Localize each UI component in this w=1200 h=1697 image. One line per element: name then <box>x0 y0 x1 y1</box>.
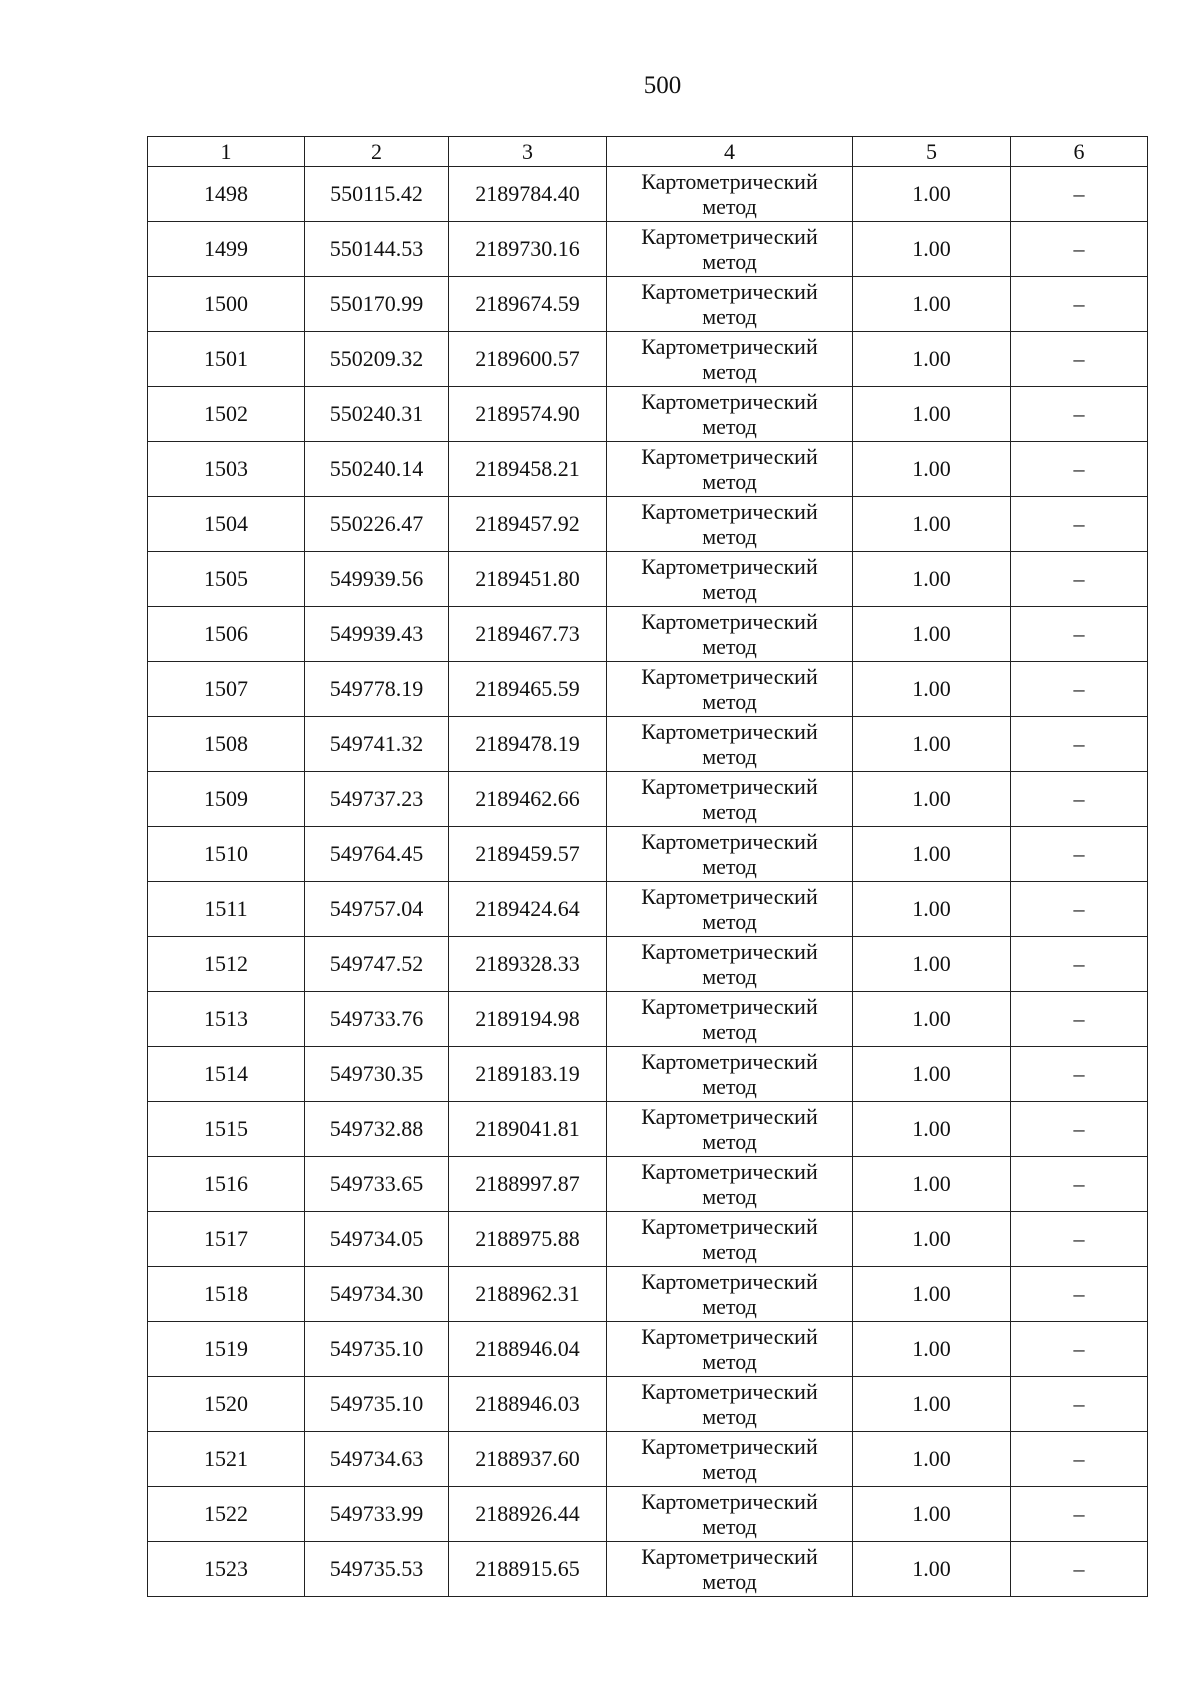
table-row <box>148 1432 1148 1487</box>
y-coordinate-cell: 2188946.04 <box>449 1322 607 1377</box>
method-line-2: метод <box>702 1129 757 1154</box>
point-number-cell: 1516 <box>148 1157 305 1212</box>
x-coordinate-cell: 549757.04 <box>305 882 449 937</box>
table-body <box>148 167 1148 1597</box>
x-coordinate-cell: 549735.10 <box>305 1322 449 1377</box>
point-number-cell: 1514 <box>148 1047 305 1102</box>
x-coordinate-cell: 550240.31 <box>305 387 449 442</box>
method-line-2: метод <box>702 689 757 714</box>
method-line-2: метод <box>702 304 757 329</box>
point-number-cell: 1507 <box>148 662 305 717</box>
method-cell <box>607 332 853 387</box>
method-cell <box>607 442 853 497</box>
point-number-cell: 1520 <box>148 1377 305 1432</box>
method-line-2: метод <box>702 249 757 274</box>
method-cell <box>607 277 853 332</box>
accuracy-cell: 1.00 <box>853 1487 1011 1542</box>
x-coordinate-cell: 550226.47 <box>305 497 449 552</box>
y-coordinate-cell: 2189457.92 <box>449 497 607 552</box>
point-number-cell: 1518 <box>148 1267 305 1322</box>
method-cell <box>607 1212 853 1267</box>
x-coordinate-cell: 549747.52 <box>305 937 449 992</box>
table-row <box>148 387 1148 442</box>
y-coordinate-cell: 2189041.81 <box>449 1102 607 1157</box>
point-number-cell: 1503 <box>148 442 305 497</box>
point-number-cell: 1500 <box>148 277 305 332</box>
table-row <box>148 717 1148 772</box>
method-line-1: Картометрический <box>641 389 818 414</box>
point-number-cell: 1519 <box>148 1322 305 1377</box>
accuracy-cell: 1.00 <box>853 497 1011 552</box>
x-coordinate-cell: 550115.42 <box>305 167 449 222</box>
table-row <box>148 497 1148 552</box>
method-cell <box>607 552 853 607</box>
x-coordinate-cell: 549737.23 <box>305 772 449 827</box>
x-coordinate-cell: 550240.14 <box>305 442 449 497</box>
page-number: 500 <box>643 72 682 99</box>
x-coordinate-cell: 549734.63 <box>305 1432 449 1487</box>
x-coordinate-cell: 549732.88 <box>305 1102 449 1157</box>
method-line-2: метод <box>702 634 757 659</box>
note-cell: – <box>1011 1432 1148 1487</box>
y-coordinate-cell: 2189467.73 <box>449 607 607 662</box>
y-coordinate-cell: 2189784.40 <box>449 167 607 222</box>
point-number-cell: 1498 <box>148 167 305 222</box>
table-row <box>148 662 1148 717</box>
note-cell: – <box>1011 387 1148 442</box>
y-coordinate-cell: 2188926.44 <box>449 1487 607 1542</box>
method-line-1: Картометрический <box>641 884 818 909</box>
note-cell: – <box>1011 1047 1148 1102</box>
method-line-1: Картометрический <box>641 1214 818 1239</box>
method-cell <box>607 662 853 717</box>
note-cell: – <box>1011 992 1148 1047</box>
accuracy-cell: 1.00 <box>853 1102 1011 1157</box>
accuracy-cell: 1.00 <box>853 222 1011 277</box>
coordinates-table <box>147 136 1148 1597</box>
table-row <box>148 1322 1148 1377</box>
method-line-1: Картометрический <box>641 1379 818 1404</box>
method-line-2: метод <box>702 524 757 549</box>
point-number-cell: 1510 <box>148 827 305 882</box>
method-line-1: Картометрический <box>641 224 818 249</box>
method-line-1: Картометрический <box>641 1049 818 1074</box>
method-line-2: метод <box>702 1019 757 1044</box>
point-number-cell: 1504 <box>148 497 305 552</box>
method-line-2: метод <box>702 469 757 494</box>
method-line-2: метод <box>702 1349 757 1374</box>
accuracy-cell: 1.00 <box>853 717 1011 772</box>
method-cell <box>607 1377 853 1432</box>
method-line-1: Картометрический <box>641 609 818 634</box>
x-coordinate-cell: 549735.10 <box>305 1377 449 1432</box>
accuracy-cell: 1.00 <box>853 167 1011 222</box>
method-line-1: Картометрический <box>641 334 818 359</box>
table-row <box>148 882 1148 937</box>
x-coordinate-cell: 549735.53 <box>305 1542 449 1597</box>
method-line-2: метод <box>702 854 757 879</box>
table-row <box>148 1212 1148 1267</box>
method-line-1: Картометрический <box>641 939 818 964</box>
accuracy-cell: 1.00 <box>853 937 1011 992</box>
note-cell: – <box>1011 882 1148 937</box>
accuracy-cell: 1.00 <box>853 1157 1011 1212</box>
method-cell <box>607 937 853 992</box>
note-cell: – <box>1011 1102 1148 1157</box>
table-row <box>148 1157 1148 1212</box>
method-line-2: метод <box>702 1459 757 1484</box>
method-cell <box>607 1267 853 1322</box>
accuracy-cell: 1.00 <box>853 442 1011 497</box>
x-coordinate-cell: 550209.32 <box>305 332 449 387</box>
accuracy-cell: 1.00 <box>853 1212 1011 1267</box>
accuracy-cell: 1.00 <box>853 1267 1011 1322</box>
accuracy-cell: 1.00 <box>853 772 1011 827</box>
accuracy-cell: 1.00 <box>853 552 1011 607</box>
y-coordinate-cell: 2189465.59 <box>449 662 607 717</box>
note-cell: – <box>1011 772 1148 827</box>
method-cell <box>607 1487 853 1542</box>
y-coordinate-cell: 2188937.60 <box>449 1432 607 1487</box>
method-line-2: метод <box>702 194 757 219</box>
note-cell: – <box>1011 497 1148 552</box>
method-line-2: метод <box>702 359 757 384</box>
note-cell: – <box>1011 827 1148 882</box>
y-coordinate-cell: 2189478.19 <box>449 717 607 772</box>
table-row <box>148 1102 1148 1157</box>
y-coordinate-cell: 2189730.16 <box>449 222 607 277</box>
table-row <box>148 1377 1148 1432</box>
point-number-cell: 1512 <box>148 937 305 992</box>
accuracy-cell: 1.00 <box>853 387 1011 442</box>
method-line-1: Картометрический <box>641 169 818 194</box>
y-coordinate-cell: 2188997.87 <box>449 1157 607 1212</box>
table-row <box>148 1267 1148 1322</box>
method-cell <box>607 497 853 552</box>
method-line-1: Картометрический <box>641 1159 818 1184</box>
table-row <box>148 1487 1148 1542</box>
y-coordinate-cell: 2189458.21 <box>449 442 607 497</box>
x-coordinate-cell: 549939.56 <box>305 552 449 607</box>
point-number-cell: 1502 <box>148 387 305 442</box>
method-cell <box>607 882 853 937</box>
accuracy-cell: 1.00 <box>853 882 1011 937</box>
method-line-2: метод <box>702 909 757 934</box>
column-header: 1 <box>148 137 305 167</box>
method-line-2: метод <box>702 1569 757 1594</box>
method-line-1: Картометрический <box>641 719 818 744</box>
accuracy-cell: 1.00 <box>853 607 1011 662</box>
method-cell <box>607 827 853 882</box>
note-cell: – <box>1011 717 1148 772</box>
column-header: 2 <box>305 137 449 167</box>
y-coordinate-cell: 2189328.33 <box>449 937 607 992</box>
accuracy-cell: 1.00 <box>853 1047 1011 1102</box>
y-coordinate-cell: 2189462.66 <box>449 772 607 827</box>
x-coordinate-cell: 549939.43 <box>305 607 449 662</box>
table-header-row <box>148 137 1148 167</box>
point-number-cell: 1513 <box>148 992 305 1047</box>
table-row <box>148 1047 1148 1102</box>
accuracy-cell: 1.00 <box>853 277 1011 332</box>
method-cell <box>607 717 853 772</box>
method-line-1: Картометрический <box>641 664 818 689</box>
y-coordinate-cell: 2189183.19 <box>449 1047 607 1102</box>
point-number-cell: 1522 <box>148 1487 305 1542</box>
y-coordinate-cell: 2189674.59 <box>449 277 607 332</box>
note-cell: – <box>1011 222 1148 277</box>
method-line-2: метод <box>702 1184 757 1209</box>
accuracy-cell: 1.00 <box>853 827 1011 882</box>
point-number-cell: 1523 <box>148 1542 305 1597</box>
method-line-1: Картометрический <box>641 1104 818 1129</box>
method-cell <box>607 607 853 662</box>
accuracy-cell: 1.00 <box>853 1377 1011 1432</box>
y-coordinate-cell: 2189424.64 <box>449 882 607 937</box>
method-cell <box>607 992 853 1047</box>
method-cell <box>607 222 853 277</box>
table-row <box>148 167 1148 222</box>
y-coordinate-cell: 2189451.80 <box>449 552 607 607</box>
table-row <box>148 992 1148 1047</box>
y-coordinate-cell: 2189574.90 <box>449 387 607 442</box>
method-line-1: Картометрический <box>641 774 818 799</box>
table-row <box>148 1542 1148 1597</box>
y-coordinate-cell: 2188962.31 <box>449 1267 607 1322</box>
y-coordinate-cell: 2188975.88 <box>449 1212 607 1267</box>
method-line-1: Картометрический <box>641 994 818 1019</box>
note-cell: – <box>1011 662 1148 717</box>
point-number-cell: 1506 <box>148 607 305 662</box>
method-line-2: метод <box>702 1294 757 1319</box>
note-cell: – <box>1011 1487 1148 1542</box>
x-coordinate-cell: 549730.35 <box>305 1047 449 1102</box>
note-cell: – <box>1011 552 1148 607</box>
method-cell <box>607 167 853 222</box>
method-cell <box>607 387 853 442</box>
x-coordinate-cell: 550144.53 <box>305 222 449 277</box>
x-coordinate-cell: 549764.45 <box>305 827 449 882</box>
accuracy-cell: 1.00 <box>853 1322 1011 1377</box>
point-number-cell: 1517 <box>148 1212 305 1267</box>
method-line-1: Картометрический <box>641 279 818 304</box>
column-header: 3 <box>449 137 607 167</box>
method-line-1: Картометрический <box>641 1544 818 1569</box>
method-line-1: Картометрический <box>641 1269 818 1294</box>
table-row <box>148 937 1148 992</box>
point-number-cell: 1521 <box>148 1432 305 1487</box>
y-coordinate-cell: 2189459.57 <box>449 827 607 882</box>
y-coordinate-cell: 2189600.57 <box>449 332 607 387</box>
point-number-cell: 1509 <box>148 772 305 827</box>
accuracy-cell: 1.00 <box>853 332 1011 387</box>
method-line-2: метод <box>702 964 757 989</box>
table-row <box>148 772 1148 827</box>
point-number-cell: 1505 <box>148 552 305 607</box>
y-coordinate-cell: 2189194.98 <box>449 992 607 1047</box>
table-row <box>148 827 1148 882</box>
note-cell: – <box>1011 332 1148 387</box>
method-line-1: Картометрический <box>641 829 818 854</box>
x-coordinate-cell: 549734.30 <box>305 1267 449 1322</box>
x-coordinate-cell: 549733.99 <box>305 1487 449 1542</box>
table-row <box>148 442 1148 497</box>
method-line-2: метод <box>702 799 757 824</box>
column-header: 4 <box>607 137 853 167</box>
note-cell: – <box>1011 1157 1148 1212</box>
accuracy-cell: 1.00 <box>853 1542 1011 1597</box>
method-line-2: метод <box>702 1074 757 1099</box>
x-coordinate-cell: 549778.19 <box>305 662 449 717</box>
method-line-2: метод <box>702 579 757 604</box>
method-cell <box>607 1157 853 1212</box>
column-header: 5 <box>853 137 1011 167</box>
method-line-2: метод <box>702 1514 757 1539</box>
method-line-2: метод <box>702 1404 757 1429</box>
note-cell: – <box>1011 1542 1148 1597</box>
accuracy-cell: 1.00 <box>853 1432 1011 1487</box>
y-coordinate-cell: 2188946.03 <box>449 1377 607 1432</box>
x-coordinate-cell: 549733.65 <box>305 1157 449 1212</box>
column-header: 6 <box>1011 137 1148 167</box>
note-cell: – <box>1011 1267 1148 1322</box>
method-cell <box>607 1542 853 1597</box>
note-cell: – <box>1011 1212 1148 1267</box>
note-cell: – <box>1011 937 1148 992</box>
method-cell <box>607 772 853 827</box>
note-cell: – <box>1011 167 1148 222</box>
method-line-2: метод <box>702 744 757 769</box>
method-line-1: Картометрический <box>641 1489 818 1514</box>
method-line-1: Картометрический <box>641 554 818 579</box>
accuracy-cell: 1.00 <box>853 992 1011 1047</box>
x-coordinate-cell: 550170.99 <box>305 277 449 332</box>
table-row <box>148 222 1148 277</box>
point-number-cell: 1501 <box>148 332 305 387</box>
method-line-2: метод <box>702 1239 757 1264</box>
note-cell: – <box>1011 277 1148 332</box>
x-coordinate-cell: 549734.05 <box>305 1212 449 1267</box>
note-cell: – <box>1011 1322 1148 1377</box>
method-cell <box>607 1102 853 1157</box>
table-row <box>148 277 1148 332</box>
accuracy-cell: 1.00 <box>853 662 1011 717</box>
x-coordinate-cell: 549733.76 <box>305 992 449 1047</box>
point-number-cell: 1508 <box>148 717 305 772</box>
method-line-1: Картометрический <box>641 1434 818 1459</box>
method-cell <box>607 1432 853 1487</box>
note-cell: – <box>1011 607 1148 662</box>
y-coordinate-cell: 2188915.65 <box>449 1542 607 1597</box>
note-cell: – <box>1011 1377 1148 1432</box>
method-cell <box>607 1322 853 1377</box>
table-row <box>148 552 1148 607</box>
point-number-cell: 1511 <box>148 882 305 937</box>
table-row <box>148 607 1148 662</box>
x-coordinate-cell: 549741.32 <box>305 717 449 772</box>
method-line-1: Картометрический <box>641 499 818 524</box>
point-number-cell: 1515 <box>148 1102 305 1157</box>
method-line-2: метод <box>702 414 757 439</box>
note-cell: – <box>1011 442 1148 497</box>
method-line-1: Картометрический <box>641 444 818 469</box>
method-cell <box>607 1047 853 1102</box>
point-number-cell: 1499 <box>148 222 305 277</box>
table-row <box>148 332 1148 387</box>
method-line-1: Картометрический <box>641 1324 818 1349</box>
